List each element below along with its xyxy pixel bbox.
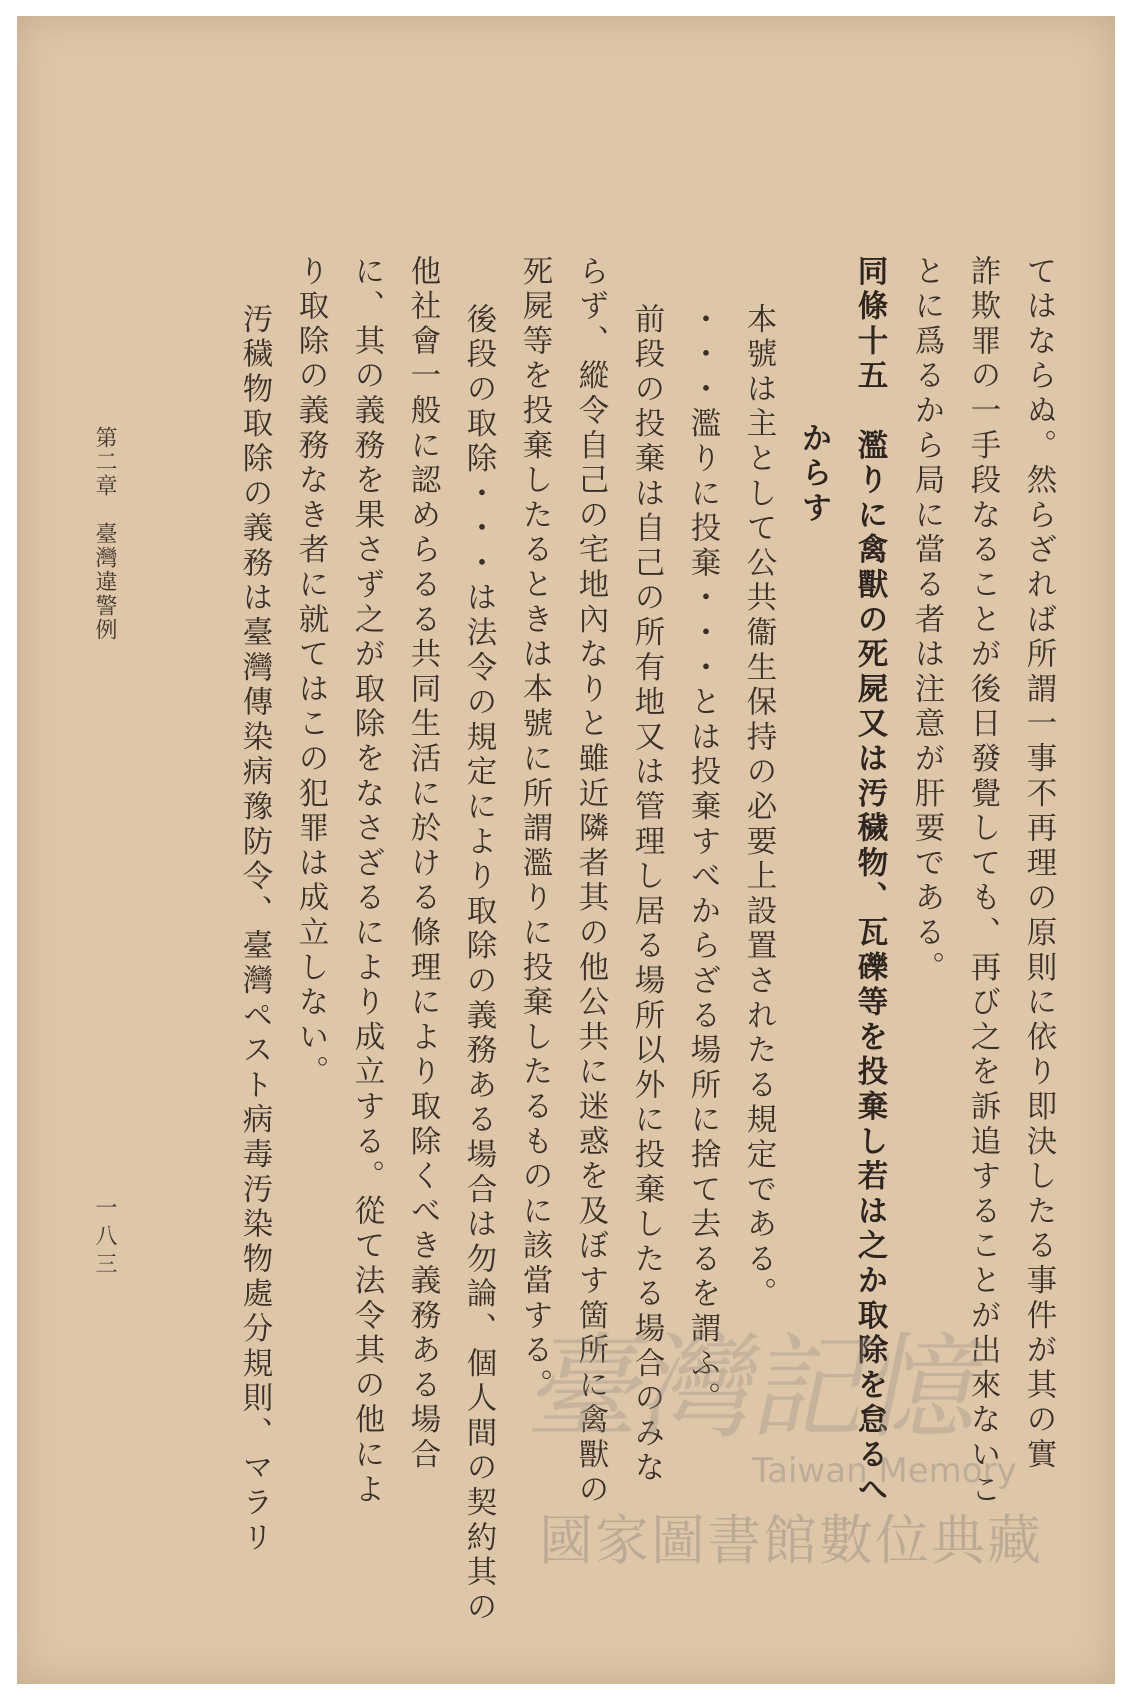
text-column: 詐欺罪の一手段なることが後日發覺しても、再び之を訴追することが出來ないこ	[965, 255, 1000, 1508]
text-column: 後段の取除・・・は法令の規定により取除の義務ある場合は勿論、個人間の契約其の	[461, 303, 496, 1626]
watermark-calligraphy: 臺灣記憶	[518, 1321, 996, 1454]
watermark-subtitle: 國家圖書館數位典藏	[539, 1509, 1043, 1572]
page-number: 一八三	[92, 1196, 117, 1280]
text-column: 前段の投棄は自己の所有地又は管理し居る場所以外に投棄したる場合のみな	[629, 303, 664, 1487]
text-column: てはならぬ。然らざれば所謂一事不再理の原則に依り即決したる事件が其の實	[1021, 255, 1056, 1473]
text-column: とに爲るから局に當る者は注意が肝要である。	[909, 255, 944, 986]
article-heading: 同條十五 濫りに禽獸の死屍又は汚穢物、瓦礫等を投棄し若は之か取除を怠るへ	[852, 255, 888, 1508]
text-column: 本號は主として公共衞生保持の必要上設置されたる規定である。	[741, 303, 776, 1313]
watermark-latin: Taiwan Memory	[752, 1451, 1017, 1491]
text-column: に、其の義務を果さず之が取除をなさざるにより成立する。從て法令其の他によ	[349, 255, 384, 1508]
running-chapter-title: 第二章 臺灣違警例	[92, 426, 117, 642]
article-heading-continued: からす	[796, 422, 832, 527]
book-page	[17, 16, 1115, 1684]
text-column: らず、縱令自己の宅地內なりと雖近隣者其の他公共に迷惑を及ぼす箇所に禽獸の	[573, 255, 608, 1508]
text-column: ・・・濫りに投棄・・・とは投棄すべからざる場所に捨て去るを謂ふ。	[685, 303, 720, 1417]
text-column: 他社會一般に認めらるる共同生活に於ける條理により取除くべき義務ある場合	[405, 255, 440, 1473]
text-column: り取除の義務なき者に就てはこの犯罪は成立しない。	[293, 255, 328, 1091]
text-column: 汚穢物取除の義務は臺灣傳染病豫防令、臺灣ペスト病毒汚染物處分規則、マラリ	[237, 303, 272, 1556]
text-column: 死屍等を投棄したるときは本號に所謂濫りに投棄したるものに該當する。	[517, 255, 552, 1404]
